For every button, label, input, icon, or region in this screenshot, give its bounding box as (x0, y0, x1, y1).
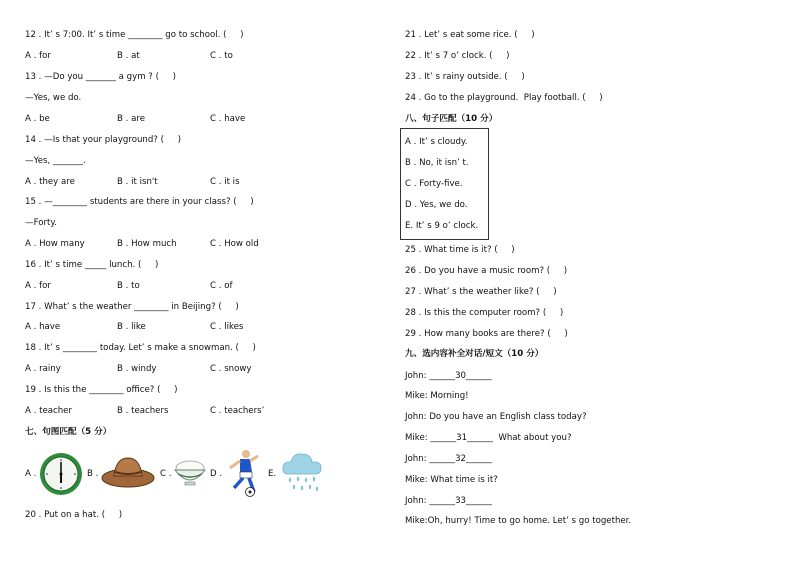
question-19: 19 . Is this the ________ office? ( ) (25, 385, 178, 395)
options-17-a: A . have (25, 322, 61, 332)
box-item-e: E. It’ s 9 o’ clock. (405, 221, 479, 231)
pic-label-b: B . (87, 469, 99, 479)
rain-cloud-icon (280, 448, 324, 496)
dialogue-line-8: Mike:Oh, hurry! Time to go home. Let’ s go together. (405, 516, 632, 526)
options-15-b: B . How much (117, 239, 177, 249)
dialogue-line-2: Mike: Morning! (405, 391, 469, 401)
options-16-c: C . of (210, 281, 233, 291)
options-13-b: B . are (117, 114, 145, 124)
question-15: 15 . —________ students are there in your class? ( ) (25, 197, 254, 207)
options-12-b: B . at (117, 51, 140, 61)
pic-label-c: C . (160, 469, 172, 479)
dialogue-line-3: John: Do you have an English class today? (405, 412, 587, 422)
question-20: 20 . Put on a hat. ( ) (25, 510, 123, 520)
options-16-a: A . for (25, 281, 51, 291)
options-18-c: C . snowy (210, 364, 252, 374)
question-29: 29 . How many books are there? ( ) (405, 329, 568, 339)
dialogue-line-6: Mike: What time is it? (405, 475, 498, 485)
answer-14: —Yes, _______. (25, 156, 86, 166)
football-player-icon (220, 448, 264, 498)
answer-15: —Forty. (25, 218, 57, 228)
question-22: 22 . It’ s 7 o’ clock. ( ) (405, 51, 510, 61)
dialogue-line-5: John: ______32______ (405, 454, 492, 464)
options-13-a: A . be (25, 114, 50, 124)
options-19-b: B . teachers (117, 406, 169, 416)
clock-icon (38, 451, 84, 497)
box-item-c: C . Forty-five. (405, 179, 463, 189)
question-21: 21 . Let’ s eat some rice. ( ) (405, 30, 535, 40)
question-26: 26 . Do you have a music room? ( ) (405, 266, 568, 276)
dialogue-line-7: John: ______33______ (405, 496, 492, 506)
pic-label-e: E. (268, 469, 277, 479)
question-13: 13 . —Do you _______ a gym ? ( ) (25, 72, 176, 82)
question-16: 16 . It’ s time _____ lunch. ( ) (25, 260, 159, 270)
pic-label-d: D . (210, 469, 223, 479)
hat-icon (100, 454, 156, 490)
options-19-c: C . teachers’ (210, 406, 265, 416)
question-24: 24 . Go to the playground. Play football. ( ) (405, 93, 603, 103)
question-17: 17 . What’ s the weather ________ in Beijing? ( ) (25, 302, 239, 312)
options-19-a: A . teacher (25, 406, 72, 416)
options-17-c: C . likes (210, 322, 244, 332)
dialogue-line-1: John: ______30______ (405, 371, 492, 381)
box-item-b: B . No, it isn’ t. (405, 158, 469, 168)
box-item-a: A . It’ s cloudy. (405, 137, 468, 147)
options-14-c: C . it is (210, 177, 240, 187)
options-14-b: B . it isn't (117, 177, 158, 187)
section9-title: 九、选内容补全对话/短文（10 分） (405, 349, 544, 359)
question-28: 28 . Is this the computer room? ( ) (405, 308, 564, 318)
pic-label-a: A . (25, 469, 37, 479)
options-16-b: B . to (117, 281, 140, 291)
options-15-a: A . How many (25, 239, 85, 249)
question-23: 23 . It’ s rainy outside. ( ) (405, 72, 525, 82)
question-25: 25 . What time is it? ( ) (405, 245, 515, 255)
question-18: 18 . It’ s ________ today. Let’ s make a snowman. ( ) (25, 343, 256, 353)
box-item-d: D . Yes, we do. (405, 200, 468, 210)
rice-bowl-icon (172, 456, 208, 488)
options-18-a: A . rainy (25, 364, 61, 374)
question-12: 12 . It’ s 7:00. It’ s time ________ go to school. ( ) (25, 30, 244, 40)
options-14-a: A . they are (25, 177, 75, 187)
options-15-c: C . How old (210, 239, 259, 249)
options-12-a: A . for (25, 51, 51, 61)
options-18-b: B . windy (117, 364, 157, 374)
section8-title: 八、句子匹配（10 分） (405, 114, 498, 124)
options-13-c: C . have (210, 114, 246, 124)
question-27: 27 . What’ s the weather like? ( ) (405, 287, 557, 297)
question-14: 14 . —Is that your playground? ( ) (25, 135, 181, 145)
options-17-b: B . like (117, 322, 146, 332)
dialogue-line-4: Mike: ______31______ What about you? (405, 433, 572, 443)
answer-13: —Yes, we do. (25, 93, 82, 103)
section7-title: 七、句图匹配（5 分） (25, 427, 112, 437)
options-12-c: C . to (210, 51, 233, 61)
